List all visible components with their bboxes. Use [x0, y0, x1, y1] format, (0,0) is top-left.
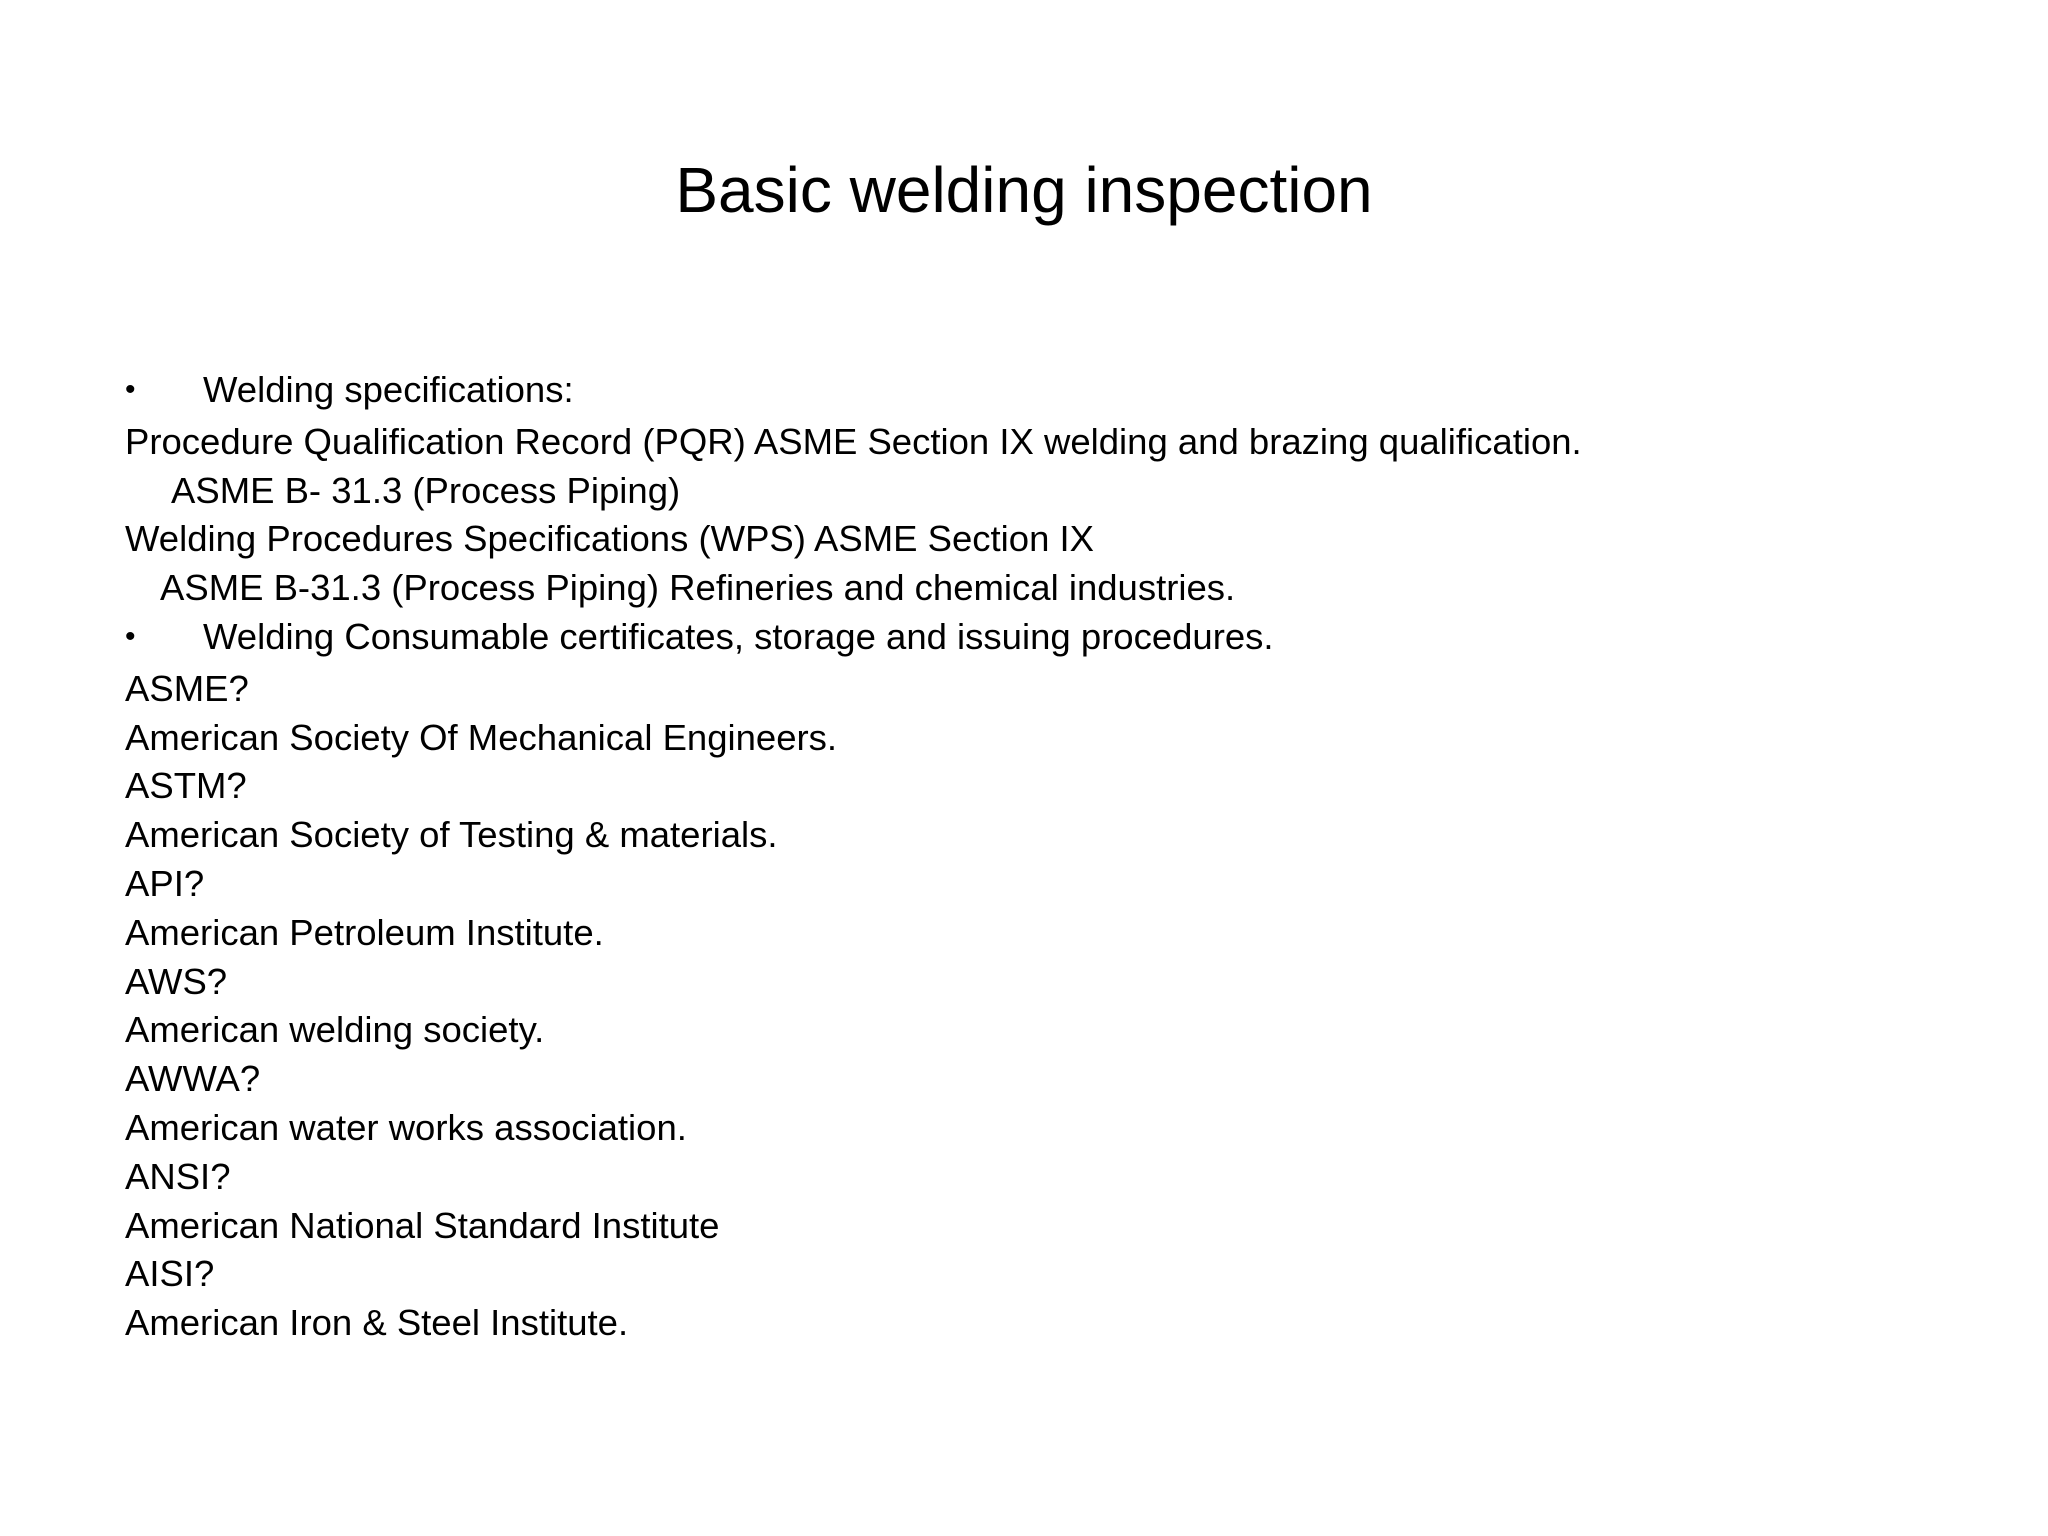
acronym-question: AISI? [125, 1253, 215, 1295]
acronym-answer: American water works association. [125, 1106, 687, 1148]
bullet-icon: • [125, 373, 136, 406]
line: Procedure Qualification Record (PQR) ASME Section IX welding and brazing qualification. [125, 420, 1582, 462]
acronym-question: ASTM? [125, 765, 247, 807]
acronym-answer: American National Standard Institute [125, 1204, 720, 1246]
line-indented: ASME B-31.3 (Process Piping) Refineries and chemical industries. [160, 567, 1236, 609]
bullet-icon: • [125, 619, 136, 653]
line-text: Welding Consumable certificates, storage and issuing procedures. [203, 615, 1274, 657]
bullet-item [125, 366, 2005, 418]
acronym-answer: American welding society. [125, 1009, 545, 1051]
line-indented: ASME B- 31.3 (Process Piping) [171, 469, 681, 511]
acronym-answer: American Iron & Steel Institute. [125, 1302, 629, 1344]
line-text: Welding specifications: [203, 369, 574, 410]
bullet-item [125, 613, 2005, 665]
acronym-question: AWS? [125, 960, 228, 1002]
acronym-question: AWWA? [125, 1058, 261, 1100]
slide-body [125, 366, 2005, 1348]
acronym-answer: American Society of Testing & materials. [125, 814, 778, 856]
line: Welding Procedures Specifications (WPS) ASME Section IX [125, 518, 1095, 560]
acronym-answer: American Society Of Mechanical Engineers. [125, 716, 838, 758]
acronym-question: ASME? [125, 667, 249, 709]
acronym-question: API? [125, 862, 205, 904]
slide-title: Basic welding inspection [675, 154, 1373, 226]
acronym-answer: American Petroleum Institute. [125, 911, 604, 953]
acronym-question: ANSI? [125, 1155, 231, 1197]
